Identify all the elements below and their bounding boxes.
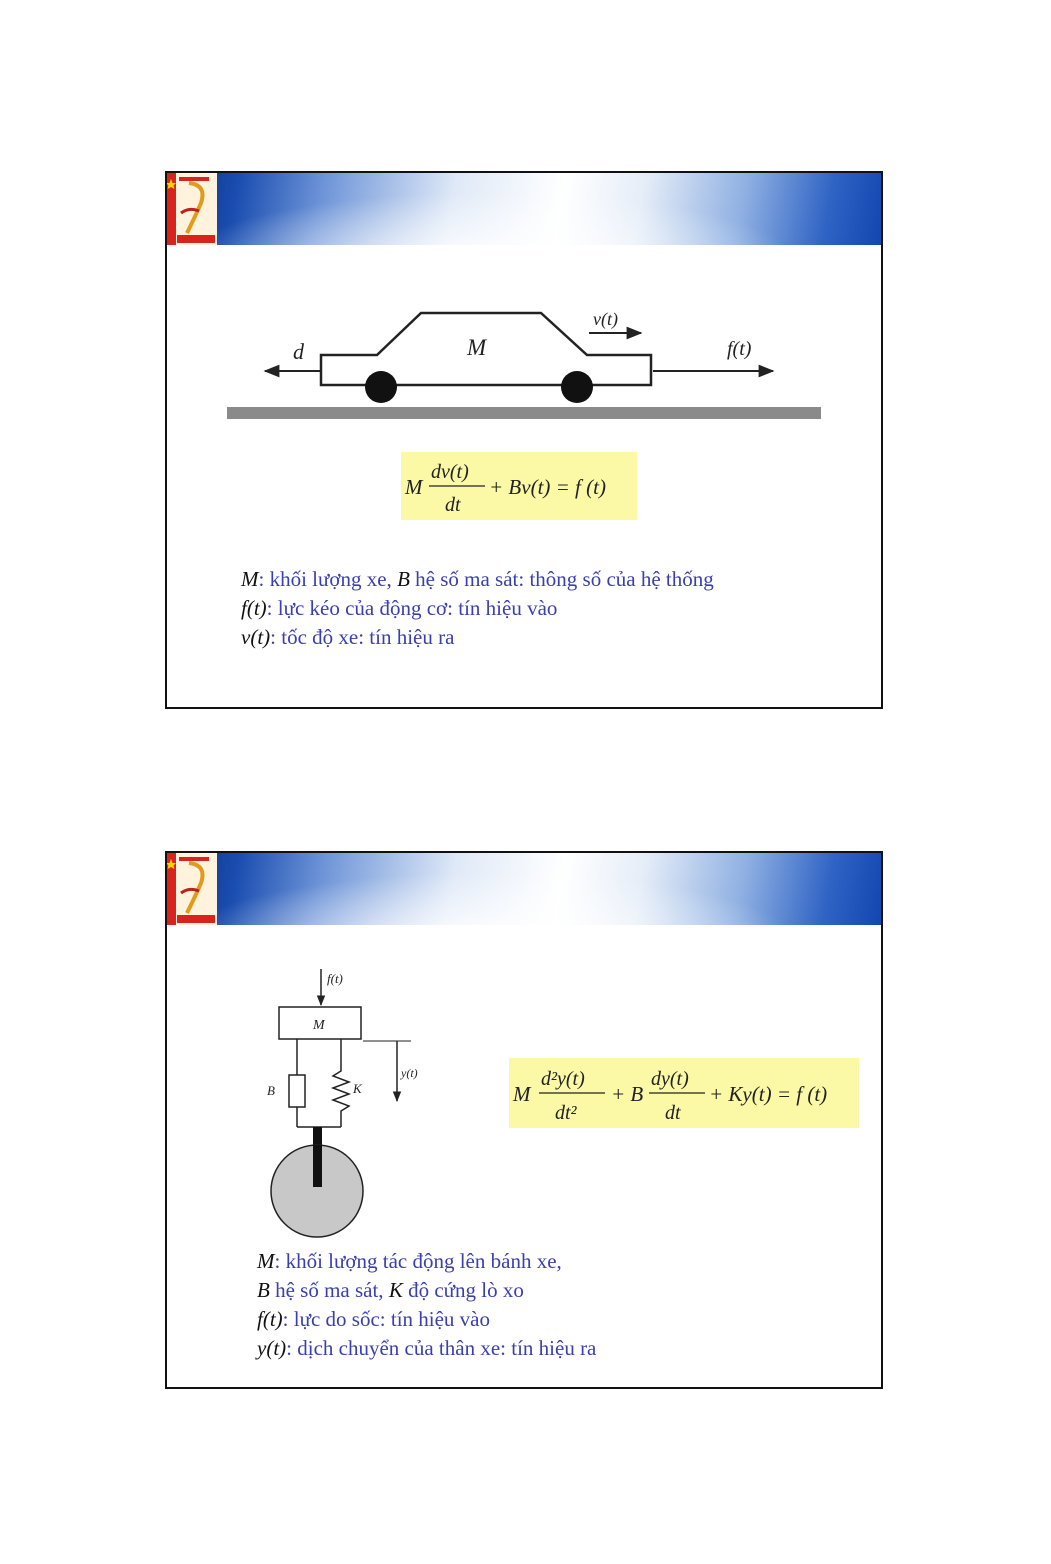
eq-frac1-num: d²y(t) [541, 1068, 585, 1090]
slide-header-banner [167, 853, 881, 925]
caption-line-1: M: khối lượng tác động lên bánh xe, [257, 1249, 562, 1273]
car-wheel-rear [365, 371, 397, 403]
car-model-diagram [221, 301, 831, 427]
equation-render [509, 1058, 859, 1128]
eq-frac2-num: dy(t) [651, 1068, 689, 1090]
caption-line-1: M: khối lượng xe, B hệ số ma sát: thông số của hệ thống [241, 567, 714, 591]
eq-coef-m: M [513, 1082, 531, 1106]
eq-mid: + B [611, 1082, 644, 1106]
damper-body [289, 1075, 305, 1107]
wheel-axle-inner [313, 1145, 322, 1187]
equation-second-order [509, 1058, 859, 1128]
spring [333, 1039, 349, 1127]
label-disp: y(t) [401, 1066, 418, 1080]
suspension-diagram [251, 965, 441, 1240]
eq-rest: + Ky(t) = f (t) [709, 1082, 828, 1106]
slide-suspension-model [165, 851, 883, 1389]
caption-line-2: f(t): lực kéo của động cơ: tín hiệu vào [241, 596, 558, 620]
label-velocity: v(t) [593, 309, 618, 329]
eq-frac1-den: dt² [555, 1102, 577, 1124]
slide1-caption [241, 565, 714, 652]
eq-frac-den: dt [445, 494, 461, 516]
label-mass: M [313, 1018, 325, 1033]
caption-line-4: y(t): dịch chuyển của thân xe: tín hiệu ra [257, 1336, 597, 1360]
label-damper: B [267, 1083, 275, 1098]
eq-frac-num: dv(t) [431, 461, 469, 483]
slide2-caption [257, 1247, 596, 1363]
eq-frac2-den: dt [665, 1102, 681, 1124]
label-force: f(t) [727, 338, 752, 360]
university-logo-icon [167, 173, 217, 245]
equation-render [401, 452, 637, 520]
caption-line-3: v(t): tốc độ xe: tín hiệu ra [241, 625, 455, 649]
car-wheel-front [561, 371, 593, 403]
university-logo-icon [167, 853, 217, 925]
eq-coef-m: M [405, 475, 423, 499]
label-spring: K [353, 1081, 362, 1096]
slide-car-model [165, 171, 883, 709]
equation-first-order [401, 452, 637, 520]
caption-line-3: f(t): lực do sốc: tín hiệu vào [257, 1307, 491, 1331]
slide-header-banner [167, 173, 881, 245]
eq-rest: + Bv(t) = f (t) [489, 475, 606, 499]
label-mass: M [467, 335, 487, 360]
label-force: f(t) [327, 971, 343, 986]
caption-line-2: B hệ số ma sát, K độ cứng lò xo [257, 1278, 524, 1302]
ground-bar [227, 407, 821, 419]
label-d: d [293, 339, 304, 364]
